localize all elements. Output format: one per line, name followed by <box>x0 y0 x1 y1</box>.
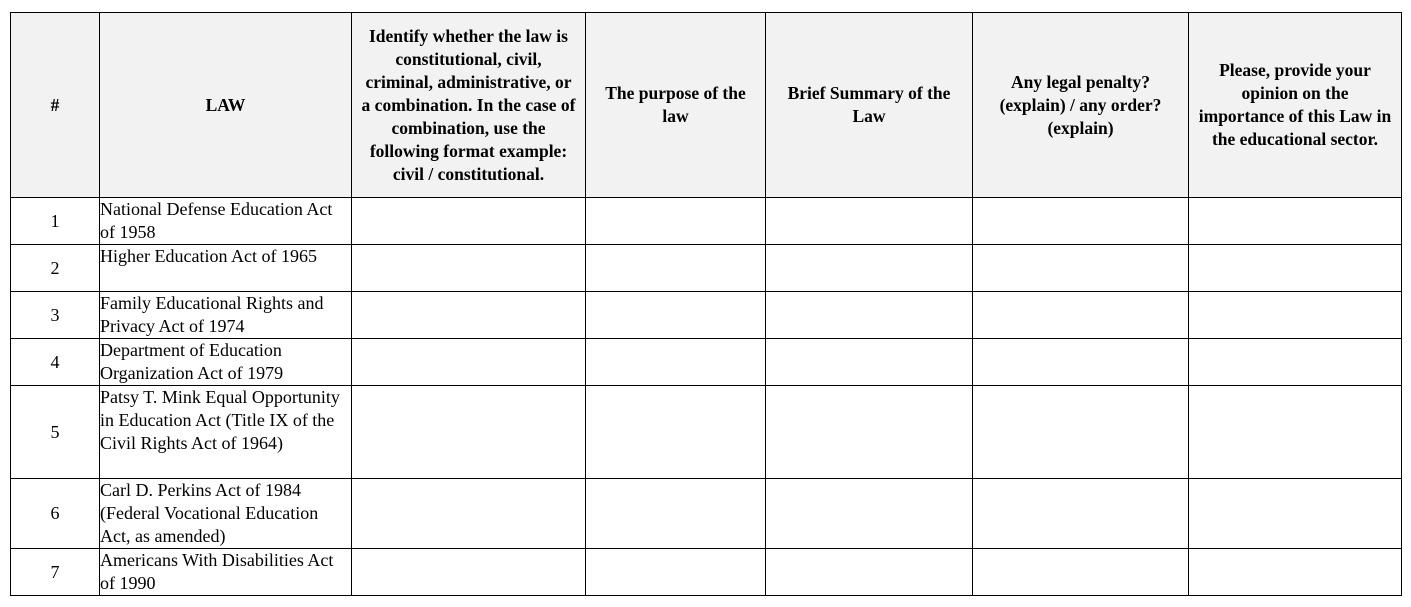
law-type-cell[interactable] <box>352 245 586 292</box>
summary-cell[interactable] <box>766 292 973 339</box>
law-name: Higher Education Act of 1965 <box>100 245 352 292</box>
table-row <box>11 198 1402 245</box>
row-number: 5 <box>11 386 100 479</box>
purpose-cell[interactable] <box>586 549 766 596</box>
header-law-type <box>352 13 586 198</box>
row-number: 1 <box>11 198 100 245</box>
opinion-cell[interactable] <box>1189 198 1402 245</box>
row-number: 7 <box>11 549 100 596</box>
summary-cell[interactable] <box>766 479 973 549</box>
header-penalty <box>973 13 1189 198</box>
law-name: Department of Education Organization Act of 1979 <box>100 339 352 386</box>
law-type-cell[interactable] <box>352 292 586 339</box>
summary-cell[interactable] <box>766 549 973 596</box>
law-name: National Defense Education Act of 1958 <box>100 198 352 245</box>
penalty-cell[interactable] <box>973 292 1189 339</box>
penalty-cell[interactable] <box>973 198 1189 245</box>
table-row <box>11 386 1402 479</box>
row-number: 6 <box>11 479 100 549</box>
header-number: # <box>11 13 100 198</box>
opinion-cell[interactable] <box>1189 386 1402 479</box>
opinion-cell[interactable] <box>1189 339 1402 386</box>
header-law-label: LAW <box>205 94 246 115</box>
header-purpose-label: The purpose of the law <box>605 83 746 126</box>
header-law <box>100 13 352 198</box>
table-row <box>11 292 1402 339</box>
law-name: Americans With Disabilities Act of 1990 <box>100 549 352 596</box>
header-summary-label: Brief Summary of the Law <box>787 83 951 126</box>
penalty-cell[interactable] <box>973 386 1189 479</box>
header-opinion-label: Please, provide your opinion on the importance of this Law in the educational sector. <box>1198 60 1392 149</box>
law-type-cell[interactable] <box>352 386 586 479</box>
header-opinion <box>1189 13 1402 198</box>
table-row <box>11 549 1402 596</box>
table-row <box>11 479 1402 549</box>
purpose-cell[interactable] <box>586 245 766 292</box>
summary-cell[interactable] <box>766 245 973 292</box>
table-row <box>11 339 1402 386</box>
summary-cell[interactable] <box>766 339 973 386</box>
law-name: Patsy T. Mink Equal Opportunity in Education Act (Title IX of the Civil Rights Act of 1964) <box>100 386 352 479</box>
laws-table <box>10 12 1402 596</box>
purpose-cell[interactable] <box>586 292 766 339</box>
header-summary <box>766 13 973 198</box>
summary-cell[interactable] <box>766 386 973 479</box>
table-header-row <box>11 13 1402 198</box>
purpose-cell[interactable] <box>586 339 766 386</box>
purpose-cell[interactable] <box>586 479 766 549</box>
opinion-cell[interactable] <box>1189 549 1402 596</box>
law-type-cell[interactable] <box>352 549 586 596</box>
header-penalty-label: Any legal penalty? (explain) / any order? (explain) <box>999 71 1162 138</box>
law-type-cell[interactable] <box>352 339 586 386</box>
opinion-cell[interactable] <box>1189 292 1402 339</box>
table-row <box>11 245 1402 292</box>
header-purpose <box>586 13 766 198</box>
law-name: Family Educational Rights and Privacy Act of 1974 <box>100 292 352 339</box>
penalty-cell[interactable] <box>973 245 1189 292</box>
law-type-cell[interactable] <box>352 198 586 245</box>
header-law-type-label: Identify whether the law is constitutional, civil, criminal, administrative, or a combination. In the case of combination, use the following format example: civil / constitutional. <box>361 25 576 184</box>
penalty-cell[interactable] <box>973 339 1189 386</box>
row-number: 4 <box>11 339 100 386</box>
law-type-cell[interactable] <box>352 479 586 549</box>
opinion-cell[interactable] <box>1189 245 1402 292</box>
purpose-cell[interactable] <box>586 198 766 245</box>
opinion-cell[interactable] <box>1189 479 1402 549</box>
penalty-cell[interactable] <box>973 479 1189 549</box>
purpose-cell[interactable] <box>586 386 766 479</box>
penalty-cell[interactable] <box>973 549 1189 596</box>
summary-cell[interactable] <box>766 198 973 245</box>
row-number: 3 <box>11 292 100 339</box>
law-name: Carl D. Perkins Act of 1984 (Federal Vocational Education Act, as amended) <box>100 479 352 549</box>
row-number: 2 <box>11 245 100 292</box>
